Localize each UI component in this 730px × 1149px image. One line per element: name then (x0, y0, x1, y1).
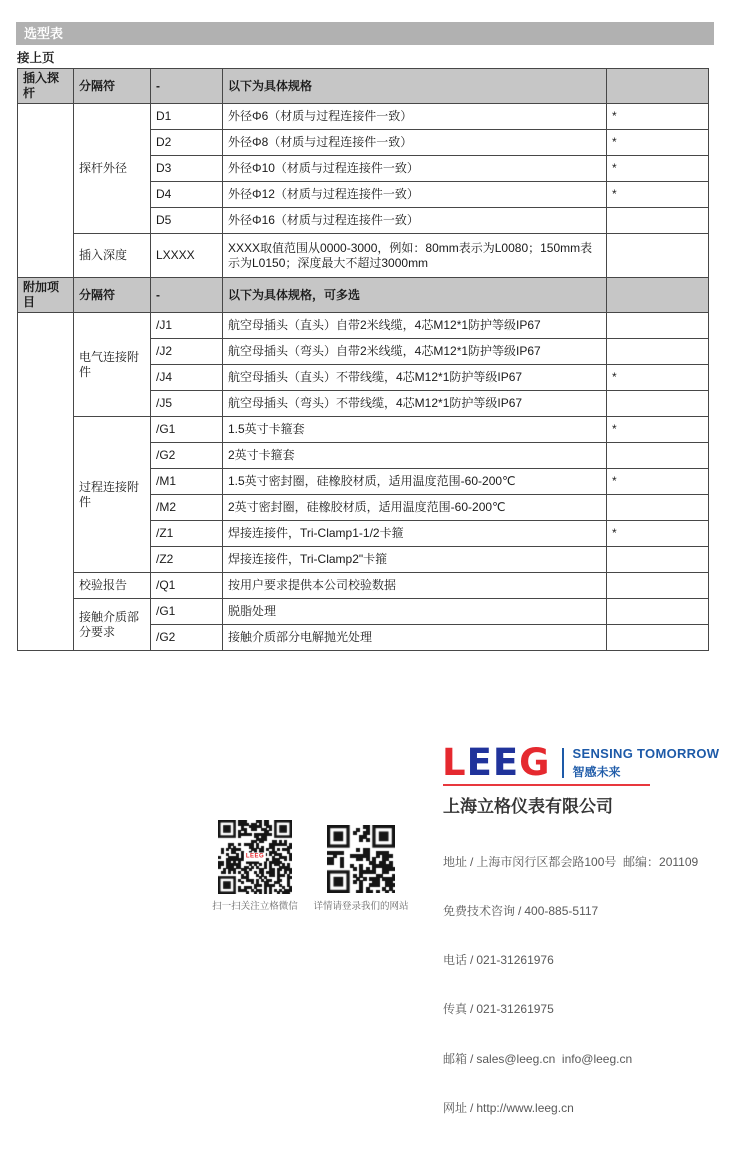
contact-info (443, 821, 698, 1149)
desc-cell: 脱脂处理 (223, 599, 607, 625)
mark-cell (607, 443, 709, 469)
contact-separator: / (470, 854, 474, 869)
desc-cell: 接触介质部分电解抛光处理 (223, 625, 607, 651)
contact-label: 传真 (443, 1002, 468, 1017)
tagline-cn: 智感未来 (572, 765, 621, 779)
code-cell: /J2 (151, 339, 223, 365)
contact-line (443, 1100, 698, 1116)
website-qr-code (327, 825, 395, 893)
mark-cell (607, 547, 709, 573)
contact-separator: / (470, 953, 474, 968)
subgroup-cell: 校验报告 (74, 573, 151, 599)
code-cell: /G2 (151, 443, 223, 469)
mark-header-cell (607, 278, 709, 313)
logo-letter: G (519, 741, 551, 784)
contact-separator: / (470, 1100, 474, 1115)
contact-value: 021-31261976 (476, 953, 554, 968)
desc-cell: 1.5英寸密封圈，硅橡胶材质，适用温度范围-60-200℃ (223, 469, 607, 495)
logo-letter: E (466, 741, 493, 784)
contact-line (443, 1051, 698, 1067)
desc-cell: 2英寸密封圈，硅橡胶材质，适用温度范围-60-200℃ (223, 495, 607, 521)
logo-tagline (573, 746, 720, 780)
code-cell: D3 (151, 156, 223, 182)
desc-cell: 航空母插头（直头）不带线缆，4芯M12*1防护等级IP67 (223, 365, 607, 391)
contact-separator: / (518, 904, 522, 919)
desc-cell: 外径Φ8（材质与过程连接件一致） (223, 130, 607, 156)
mark-cell (607, 313, 709, 339)
code-cell: LXXXX (151, 234, 223, 278)
desc-cell: 外径Φ16（材质与过程连接件一致） (223, 208, 607, 234)
mark-cell: * (607, 130, 709, 156)
code-cell: D5 (151, 208, 223, 234)
code-header-cell: - (151, 69, 223, 104)
table-row (18, 278, 709, 313)
code-header-cell: - (151, 278, 223, 313)
mark-cell: * (607, 469, 709, 495)
code-cell: /J1 (151, 313, 223, 339)
contact-value: 上海市闵行区都会路100号 邮编：201109 (476, 854, 699, 869)
group-header-cell: 附加项目 (18, 278, 74, 313)
subgroup-cell: 探杆外径 (74, 104, 151, 234)
code-cell: /Q1 (151, 573, 223, 599)
desc-cell: 外径Φ12（材质与过程连接件一致） (223, 182, 607, 208)
desc-cell: 航空母插头（弯头）自带2米线缆，4芯M12*1防护等级IP67 (223, 339, 607, 365)
selection-table (17, 68, 709, 651)
mark-cell (607, 495, 709, 521)
code-cell: D1 (151, 104, 223, 130)
contact-label: 网址 (443, 1100, 468, 1115)
table-row (18, 104, 709, 130)
desc-cell: 按用户要求提供本公司校验数据 (223, 573, 607, 599)
logo-letter: L (442, 741, 467, 784)
code-cell: /G1 (151, 599, 223, 625)
table-row (18, 234, 709, 278)
footer-rule (443, 784, 650, 786)
desc-cell: 2英寸卡箍套 (223, 443, 607, 469)
mark-cell (607, 234, 709, 278)
desc-cell: 外径Φ6（材质与过程连接件一致） (223, 104, 607, 130)
logo-divider (562, 748, 564, 778)
desc-cell: 航空母插头（直头）自带2米线缆，4芯M12*1防护等级IP67 (223, 313, 607, 339)
code-cell: /M1 (151, 469, 223, 495)
contact-value: 021-31261975 (476, 1002, 554, 1017)
contact-value: http://www.leeg.cn (476, 1100, 574, 1115)
code-cell: /J4 (151, 365, 223, 391)
contact-label: 免费技术咨询 (443, 904, 516, 919)
desc-cell: 航空母插头（弯头）不带线缆，4芯M12*1防护等级IP67 (223, 391, 607, 417)
contact-line (443, 952, 698, 968)
contact-line (443, 903, 698, 919)
mark-cell: * (607, 417, 709, 443)
table-row (18, 573, 709, 599)
desc-cell: 1.5英寸卡箍套 (223, 417, 607, 443)
mark-cell: * (607, 104, 709, 130)
group-spacer-cell (18, 313, 74, 651)
mark-cell (607, 208, 709, 234)
code-cell: D2 (151, 130, 223, 156)
contact-separator: / (470, 1002, 474, 1017)
website-qr-caption: 详情请登录我们的网站 (313, 901, 409, 912)
desc-cell: 外径Φ10（材质与过程连接件一致） (223, 156, 607, 182)
contact-value: sales@leeg.cn info@leeg.cn (476, 1051, 633, 1066)
mark-cell: * (607, 182, 709, 208)
contact-label: 邮箱 (443, 1051, 468, 1066)
subgroup-cell: 接触介质部分要求 (74, 599, 151, 651)
subgroup-cell: 电气连接附件 (74, 313, 151, 417)
wechat-qr-code (218, 820, 292, 894)
mark-cell: * (607, 365, 709, 391)
continued-note: 接上页 (17, 51, 55, 65)
table-row (18, 313, 709, 339)
contact-value: 400-885-5117 (524, 904, 599, 919)
subgroup-cell: 插入深度 (74, 234, 151, 278)
code-cell: /J5 (151, 391, 223, 417)
mark-cell (607, 625, 709, 651)
desc-cell: XXXX取值范围从0000-3000，例如：80mm表示为L0080；150mm表示为L0150；深度最大不超过3000mm (223, 234, 607, 278)
table-row (18, 417, 709, 443)
mark-cell (607, 599, 709, 625)
mark-cell: * (607, 156, 709, 182)
code-cell: /G2 (151, 625, 223, 651)
mark-cell (607, 573, 709, 599)
code-cell: /G1 (151, 417, 223, 443)
code-cell: D4 (151, 182, 223, 208)
contact-line (443, 1001, 698, 1017)
qr-center-logo: LEEG (245, 853, 265, 860)
desc-cell: 焊接连接件，Tri-Clamp1-1/2卡箍 (223, 521, 607, 547)
company-name: 上海立格仪表有限公司 (443, 797, 613, 816)
code-cell: /M2 (151, 495, 223, 521)
mark-cell (607, 391, 709, 417)
contact-line (443, 854, 698, 870)
separator-header-cell: 分隔符 (74, 69, 151, 104)
spec-header-cell: 以下为具体规格 (223, 69, 607, 104)
separator-header-cell: 分隔符 (74, 278, 151, 313)
desc-cell: 焊接连接件，Tri-Clamp2"卡箍 (223, 547, 607, 573)
section-title: 选型表 (24, 26, 64, 41)
code-cell: /Z2 (151, 547, 223, 573)
contact-label: 地址 (443, 854, 468, 869)
logo-letter: E (492, 741, 520, 784)
table-row (18, 599, 709, 625)
section-header-bar (16, 22, 714, 45)
mark-cell: * (607, 521, 709, 547)
wechat-qr-caption: 扫一扫关注立格微信 (212, 901, 298, 912)
contact-separator: / (470, 1051, 474, 1066)
table-row (18, 69, 709, 104)
company-logo (442, 741, 720, 784)
subgroup-cell: 过程连接附件 (74, 417, 151, 573)
group-header-cell: 插入探杆 (18, 69, 74, 104)
group-spacer-cell (18, 104, 74, 278)
leeg-logo-icon (442, 741, 551, 784)
code-cell: /Z1 (151, 521, 223, 547)
contact-label: 电话 (443, 953, 468, 968)
tagline-en: SENSING TOMORROW (572, 746, 720, 761)
spec-header-cell: 以下为具体规格，可多选 (223, 278, 607, 313)
mark-header-cell (607, 69, 709, 104)
mark-cell (607, 339, 709, 365)
qr-pattern (327, 825, 395, 893)
